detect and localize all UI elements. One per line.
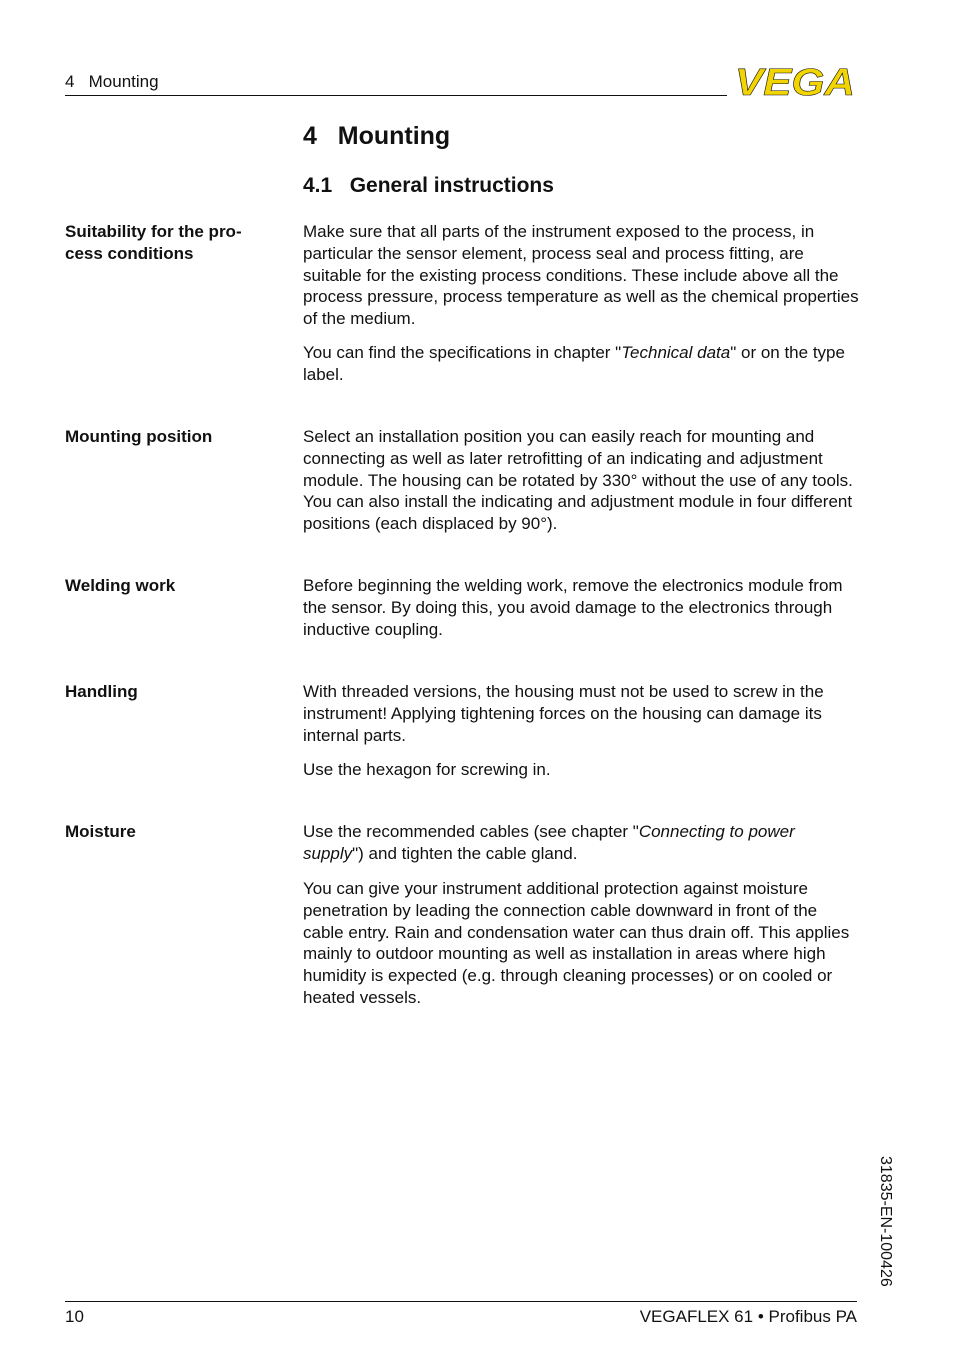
chapter-title: 4 Mounting <box>303 122 451 150</box>
margin-label-handling: Handling <box>65 682 138 701</box>
text-run: You can give your instrument additional protection against moisture penetration by leading the connection cable downward in front of the cable entry. Rain and condensation water can thus drain off. This applies mainly to outdoor mounting as well as installation in areas where high humidity is expected (e.g. through cleaning processes) or on cooled or heated vessels. <box>303 879 850 1007</box>
text-run: ") and tighten the cable gland. <box>352 843 578 863</box>
page-number: 10 <box>65 1307 84 1326</box>
logo-wordmark: VEGA <box>735 64 855 98</box>
footer-product: VEGAFLEX 61 • Profibus PA <box>639 1307 857 1326</box>
text-run: Make sure that all parts of the instrument exposed to the process, in particular the sensor element, process seal and process fitting, are suitable for the existing process conditions. These include above all the process pressure, process temperature as well as the chemical properties of the medium. <box>303 222 859 329</box>
paragraph <box>303 342 859 386</box>
text-run: With threaded versions, the housing must not be used to screw in the instrument! Applying tightening forces on the housing can damage its internal parts. <box>303 682 824 745</box>
margin-label-moisture: Moisture <box>65 822 136 841</box>
paragraph <box>303 221 859 330</box>
paragraph <box>303 821 859 865</box>
text-run: " or on the type label. <box>303 343 845 384</box>
text-run: You can find the specifications in chapter " <box>303 343 622 362</box>
paragraph <box>303 426 859 535</box>
paragraph <box>303 575 859 640</box>
text-run: Select an installation position you can easily reach for mounting and connecting as well as later retrofitting of an indicating and adjustment module. The housing can be rotated by 330° without the use of any tools. You can also install the indicating and adjustment module in four different positions (each displaced by 90°). <box>303 427 853 534</box>
header-rule <box>65 95 727 96</box>
margin-label-welding-work: Welding work <box>65 576 176 595</box>
section-title: 4.1 General instructions <box>303 174 554 197</box>
text-run: Use the hexagon for screwing in. <box>303 760 551 779</box>
margin-label-mounting-position: Mounting position <box>65 427 213 446</box>
paragraph <box>303 759 859 781</box>
document-number: 31835-EN-100426 <box>877 1156 894 1287</box>
paragraph <box>303 878 859 1009</box>
text-run: Use the recommended cables (see chapter " <box>303 822 639 841</box>
chapter-reference: Connecting to power supply <box>303 822 795 863</box>
paragraph <box>303 681 859 746</box>
footer-rule <box>65 1301 857 1302</box>
margin-label-suitability: Suitability for the pro- cess conditions <box>65 222 242 263</box>
vega-logo <box>733 64 857 98</box>
header-section-title: 4 Mounting <box>65 72 159 91</box>
chapter-reference: Technical data <box>621 343 731 362</box>
text-run: Before beginning the welding work, remove the electronics module from the sensor. By doing this, you avoid damage to the electronics through inductive coupling. <box>303 576 843 639</box>
